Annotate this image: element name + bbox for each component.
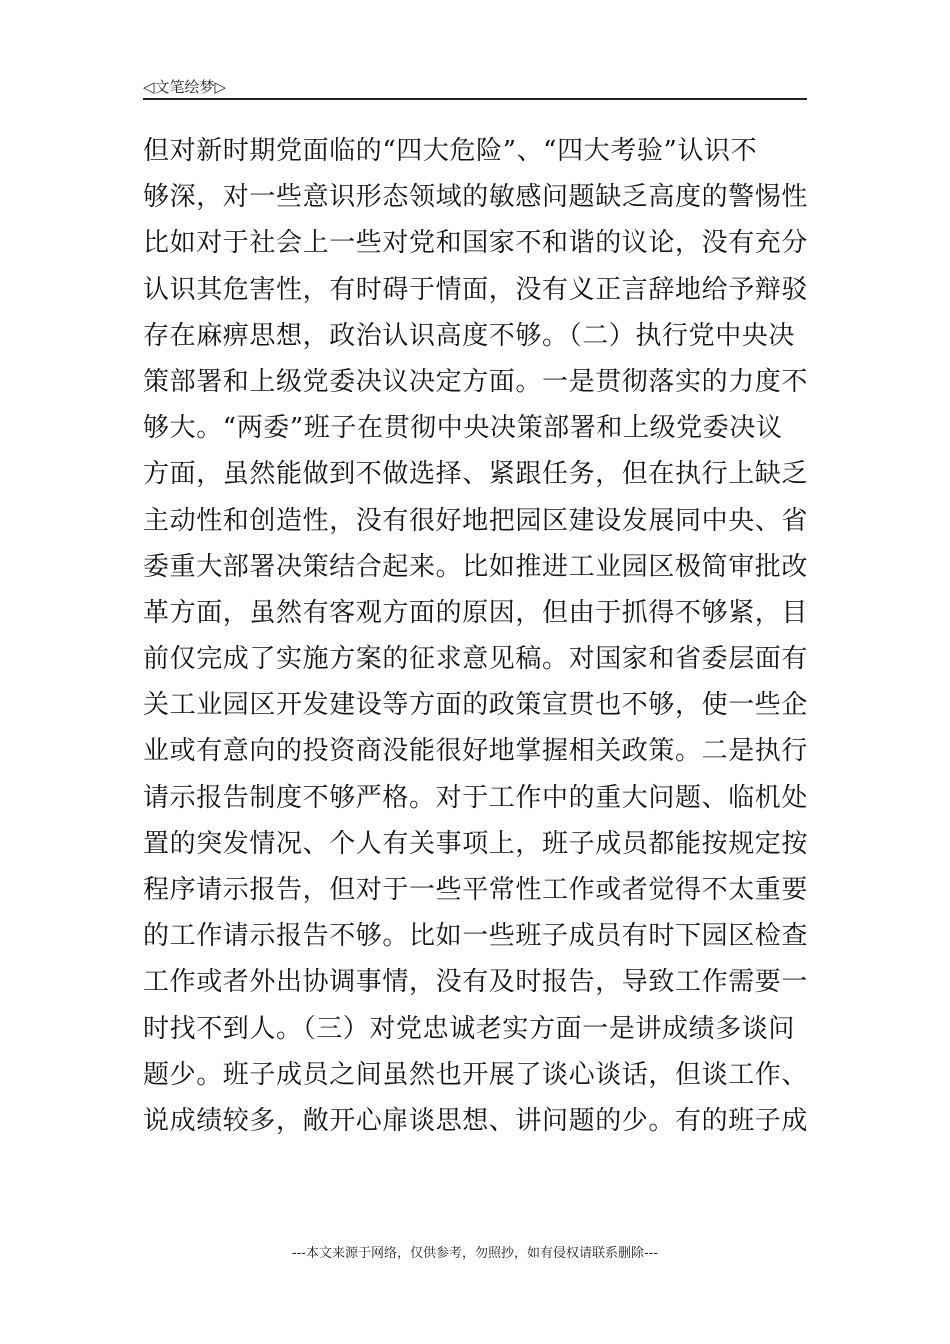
body-line: 请示报告制度不够严格。对于工作中的重大问题、临机处 [143, 782, 809, 813]
body-line: 前仅完成了实施方案的征求意见稿。对国家和省委层面有 [143, 644, 809, 675]
header-brand-mark: ◁文笔绘梦▷ [143, 78, 227, 96]
page-header [143, 70, 807, 100]
document-body [143, 128, 813, 1144]
body-line: 关工业园区开发建设等方面的政策宣贯也不够，使一些企 [143, 690, 809, 721]
body-line: 方面，虽然能做到不做选择、紧跟任务，但在执行上缺乏 [143, 459, 809, 490]
body-line: 业或有意向的投资商没能很好地掌握相关政策。二是执行 [143, 736, 809, 767]
body-line: 认识其危害性，有时碍于情面，没有义正言辞地给予辩驳 [143, 274, 809, 305]
page-footer-disclaimer: ---本文来源于网络，仅供参考，勿照抄，如有侵权请联系删除--- [291, 1246, 659, 1261]
body-line: 革方面，虽然有客观方面的原因，但由于抓得不够紧，目 [143, 597, 809, 628]
body-line: 比如对于社会上一些对党和国家不和谐的议论，没有充分 [143, 228, 809, 259]
body-line: 置的突发情况、个人有关事项上，班子成员都能按规定按 [143, 828, 809, 859]
body-line: 时找不到人。（三）对党忠诚老实方面一是讲成绩多谈问 [143, 1013, 796, 1044]
body-line: 委重大部署决策结合起来。比如推进工业园区极简审批改 [143, 551, 809, 582]
body-line: 说成绩较多，敞开心扉谈思想、讲问题的少。有的班子成 [143, 1105, 809, 1136]
body-line: 的工作请示报告不够。比如一些班子成员有时下园区检查 [143, 921, 809, 952]
body-line: 工作或者外出协调事情，没有及时报告，导致工作需要一 [143, 967, 809, 998]
body-line: 程序请示报告，但对于一些平常性工作或者觉得不太重要 [143, 875, 809, 905]
body-line: 存在麻痹思想，政治认识高度不够。（二）执行党中央决 [143, 320, 796, 351]
body-line: 够大。“两委”班子在贯彻中央决策部署和上级党委决议 [143, 413, 783, 444]
body-line: 题少。班子成员之间虽然也开展了谈心谈话，但谈工作、 [143, 1059, 809, 1090]
body-line: 主动性和创造性，没有很好地把园区建设发展同中央、省 [143, 505, 809, 536]
body-line: 够深，对一些意识形态领域的敏感问题缺乏高度的警惕性 [143, 182, 809, 213]
body-line: 但对新时期党面临的“四大危险”、“四大考验”认识不 [143, 136, 758, 166]
body-line: 策部署和上级党委决议决定方面。一是贯彻落实的力度不 [143, 366, 809, 397]
